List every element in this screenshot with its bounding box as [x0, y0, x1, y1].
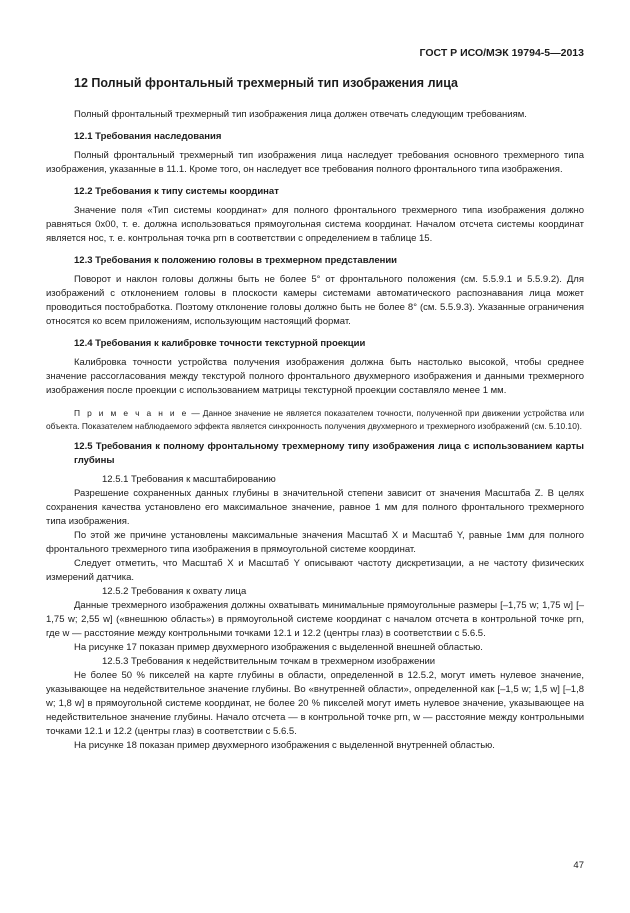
- intro-paragraph: Полный фронтальный трехмерный тип изображения лица должен отвечать следующим требованиям.: [74, 109, 527, 120]
- heading-12-1: 12.1 Требования наследования: [74, 131, 222, 142]
- section-title: 12 Полный фронтальный трехмерный тип изображения лица: [74, 76, 458, 90]
- heading-12-4: 12.4 Требования к калибровке точности текстурной проекции: [74, 338, 366, 349]
- heading-12-3: 12.3 Требования к положению головы в трехмерном представлении: [74, 255, 398, 266]
- document-header-id: ГОСТ Р ИСО/МЭК 19794-5—2013: [419, 47, 584, 59]
- page-number: 47: [573, 860, 584, 871]
- paragraph-12-5-3-a: Не более 50 % пикселей на карте глубины в области, определенной в 12.5.2, могут иметь нулевое значение, указывающее на недействительное значение глубины. Во «внутренней области», определенной как [–1,5 w; 1,5 w] [–1,8 w; 1,8 w] в прямоугольной системе координат, не более 20 % пикселей могут иметь нулевое значение, указывающее на недействительное значение глубины. Начало отсчета — в контрольной точке prn, w — расстояние между контрольными точками 12.1 и 12.2 (центры глаз) в соответствии с 5.6.5.: [46, 670, 584, 737]
- paragraph-12-3: Поворот и наклон головы должны быть не более 5° от фронтального положения (см. 5.5.9.1 и 5.5.9.2). Для изображений с отклонением головы в плоскости камеры системами автоматического распознавания лица может проводиться постобработка. Поэтому отклонение головы должно быть не более 8° (см. 5.5.9.3). Указанные ограничения относятся ко всем приложениям, использующим настоящий формат.: [46, 274, 584, 327]
- paragraph-12-1: Полный фронтальный трехмерный тип изображения лица наследует требования основного трехмерного типа изображения, указанные в 11.1. Кроме того, он наследует все требования полного фронтального типа изображения.: [46, 150, 584, 175]
- paragraph-12-5-1-b: По этой же причине установлены максимальные значения Масштаб X и Масштаб Y, равные 1мм для полного фронтального трехмерного типа изображения в прямоугольной системе координат.: [46, 530, 584, 555]
- heading-12-5: 12.5 Требования к полному фронтальному трехмерному типу изображения лица с использованием карты глубины: [74, 441, 584, 466]
- note-12-4: [46, 407, 584, 432]
- heading-12-5-2: 12.5.2 Требования к охвату лица: [102, 586, 247, 597]
- heading-12-2: 12.2 Требования к типу системы координат: [74, 186, 279, 197]
- heading-12-5-1: 12.5.1 Требования к масштабированию: [102, 474, 276, 485]
- document-body: [46, 76, 584, 753]
- paragraph-12-5-1-c: Следует отметить, что Масштаб X и Масштаб Y описывают частоту дискретизации, а не частоту физических измерений датчика.: [46, 558, 584, 583]
- paragraph-12-5-1-a: Разрешение сохраненных данных глубины в значительной степени зависит от значения Масштаба Z. В целях сохранения качества установлено его максимальное значение, равное 1 мм для полного фронтального трехмерного типа изображения.: [46, 488, 584, 527]
- paragraph-12-4: Калибровка точности устройства получения изображения должна быть настолько высокой, чтобы среднее значение рассогласования между текстурой полного фронтального двухмерного изображения и данными трехмерного изображения после проекции с использованием матрицы текстурной проекции составляло менее 1 мм.: [46, 357, 584, 396]
- note-label: П р и м е ч а н и е: [74, 408, 189, 418]
- paragraph-12-2: Значение поля «Тип системы координат» для полного фронтального трехмерного типа изображения должно равняться 0x00, т. е. должна использоваться прямоугольная система координат. Началом отсчета системы координат является нос, т. е. контрольная точка prn в соответствии с определением в таблице 15.: [46, 205, 584, 244]
- paragraph-12-5-2-a: Данные трехмерного изображения должны охватывать минимальные прямоугольные размеры [–1,75 w; 1,75 w] [–1,75 w; 2,55 w] («внешнюю область») в прямоугольной системе координат с началом отсчета в контрольной точке prn, где w — расстояние между контрольными точками 12.1 и 12.2 (центры глаз) в соответствии с 5.6.5.: [46, 600, 584, 639]
- paragraph-12-5-3-b: На рисунке 18 показан пример двухмерного изображения с выделенной внутренней областью.: [74, 740, 495, 751]
- paragraph-12-5-2-b: На рисунке 17 показан пример двухмерного изображения с выделенной внешней областью.: [74, 642, 483, 653]
- note-text: — Данное значение не является показателем точности, полученной при движении устройства или объекта. Показателем наблюдаемого эффекта является синхронность получения двухмерного и трехмерного изображений (см. 5.10.10).: [46, 408, 585, 431]
- heading-12-5-3: 12.5.3 Требования к недействительным точкам в трехмерном изображении: [102, 656, 436, 667]
